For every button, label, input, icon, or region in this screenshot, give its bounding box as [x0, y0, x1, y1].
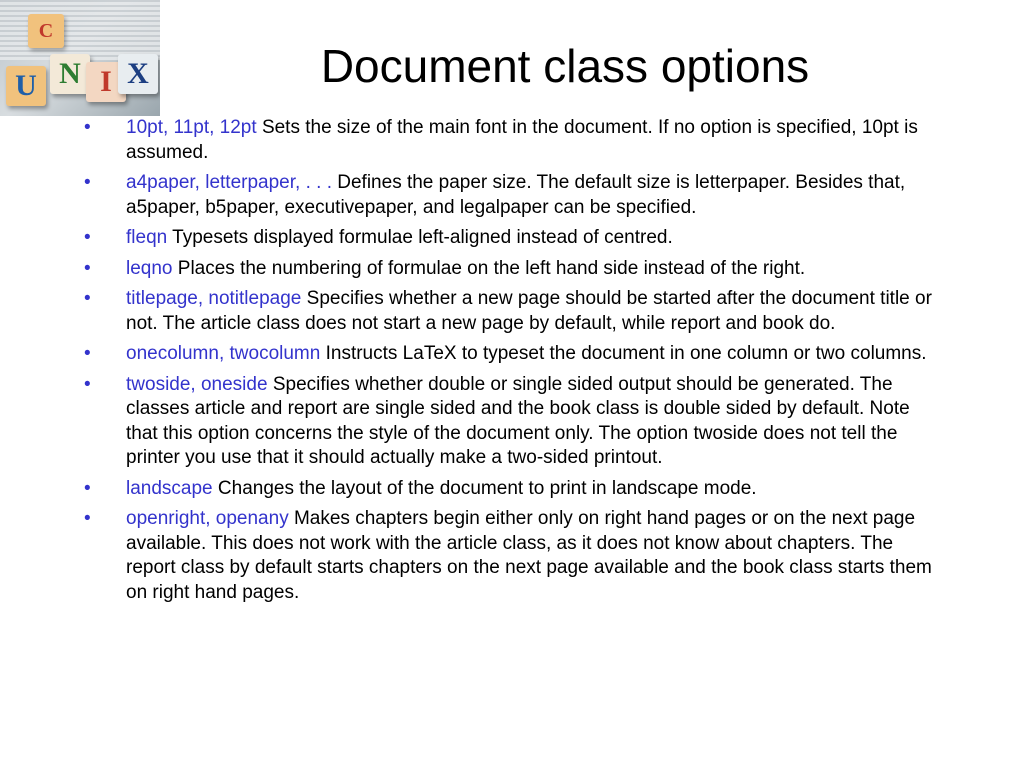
option-description: Makes chapters begin either only on right hand pages or on the next page available. This does not work with the article class, as it does not know about chapters. The report class by default starts chapters on the next page available and the book class starts them on right hand pages. [126, 508, 932, 603]
option-description: Places the numbering of formulae on the left hand side instead of the right. [177, 257, 806, 279]
list-item [84, 257, 944, 282]
list-item [84, 171, 944, 220]
option-name: fleqn [126, 227, 173, 248]
list-item [84, 477, 944, 502]
option-name: titlepage, notitlepage [126, 288, 307, 309]
bullet: • [84, 343, 91, 364]
unix-blocks-logo [0, 0, 160, 116]
bullet: • [84, 227, 91, 248]
list-item [84, 226, 944, 251]
option-description: Instructs LaTeX to typeset the document in one column or two columns. [325, 343, 927, 364]
option-description: Changes the layout of the document to print in landscape mode. [217, 477, 757, 499]
option-description: Specifies whether a new page should be started after the document title or not. The article class does not start a new page by default, while report and book do. [126, 288, 932, 334]
bullet: • [84, 172, 91, 193]
option-name: a4paper, letterpaper, . . . [126, 172, 338, 193]
bullet: • [84, 373, 91, 395]
bullet: • [84, 288, 91, 309]
list-item [84, 342, 944, 367]
bullet: • [84, 117, 91, 138]
option-description: Defines the paper size. The default size is letterpaper. Besides that, a5paper, b5paper, executivepaper, and legalpaper can be specified. [126, 172, 906, 218]
option-name: onecolumn, twocolumn [126, 343, 326, 364]
list-item [84, 373, 944, 471]
option-name: 10pt, 11pt, 12pt [126, 117, 262, 138]
option-description: Sets the size of the main font in the document. If no option is specified, 10pt is assumed. [126, 117, 918, 163]
options-list [84, 116, 944, 611]
bullet: • [84, 257, 91, 279]
logo-block-n: N [50, 54, 90, 94]
logo-block-i: I [86, 62, 126, 102]
option-name: leqno [126, 257, 178, 279]
logo-block-top: C [28, 14, 64, 48]
logo-background-paper [0, 0, 160, 60]
option-description: Typesets displayed formulae left-aligned instead of centred. [172, 227, 673, 248]
slide-title: Document class options [320, 40, 810, 92]
option-description: Specifies whether double or single sided output should be generated. The classes article and report are single sided and the book class is double sided by default. Note that this option concerns the style of the document only. The option twoside does not tell the printer you use that it should actually make a two-sided printout. [126, 373, 910, 468]
option-name: twoside, oneside [126, 373, 273, 395]
bullet: • [84, 477, 91, 499]
list-item [84, 116, 944, 165]
option-name: landscape [126, 477, 218, 499]
option-name: openright, openany [126, 508, 294, 529]
list-item [84, 287, 944, 336]
logo-block-u: U [6, 66, 46, 106]
bullet: • [84, 508, 91, 529]
list-item [84, 507, 944, 605]
logo-block-x: X [118, 54, 158, 94]
